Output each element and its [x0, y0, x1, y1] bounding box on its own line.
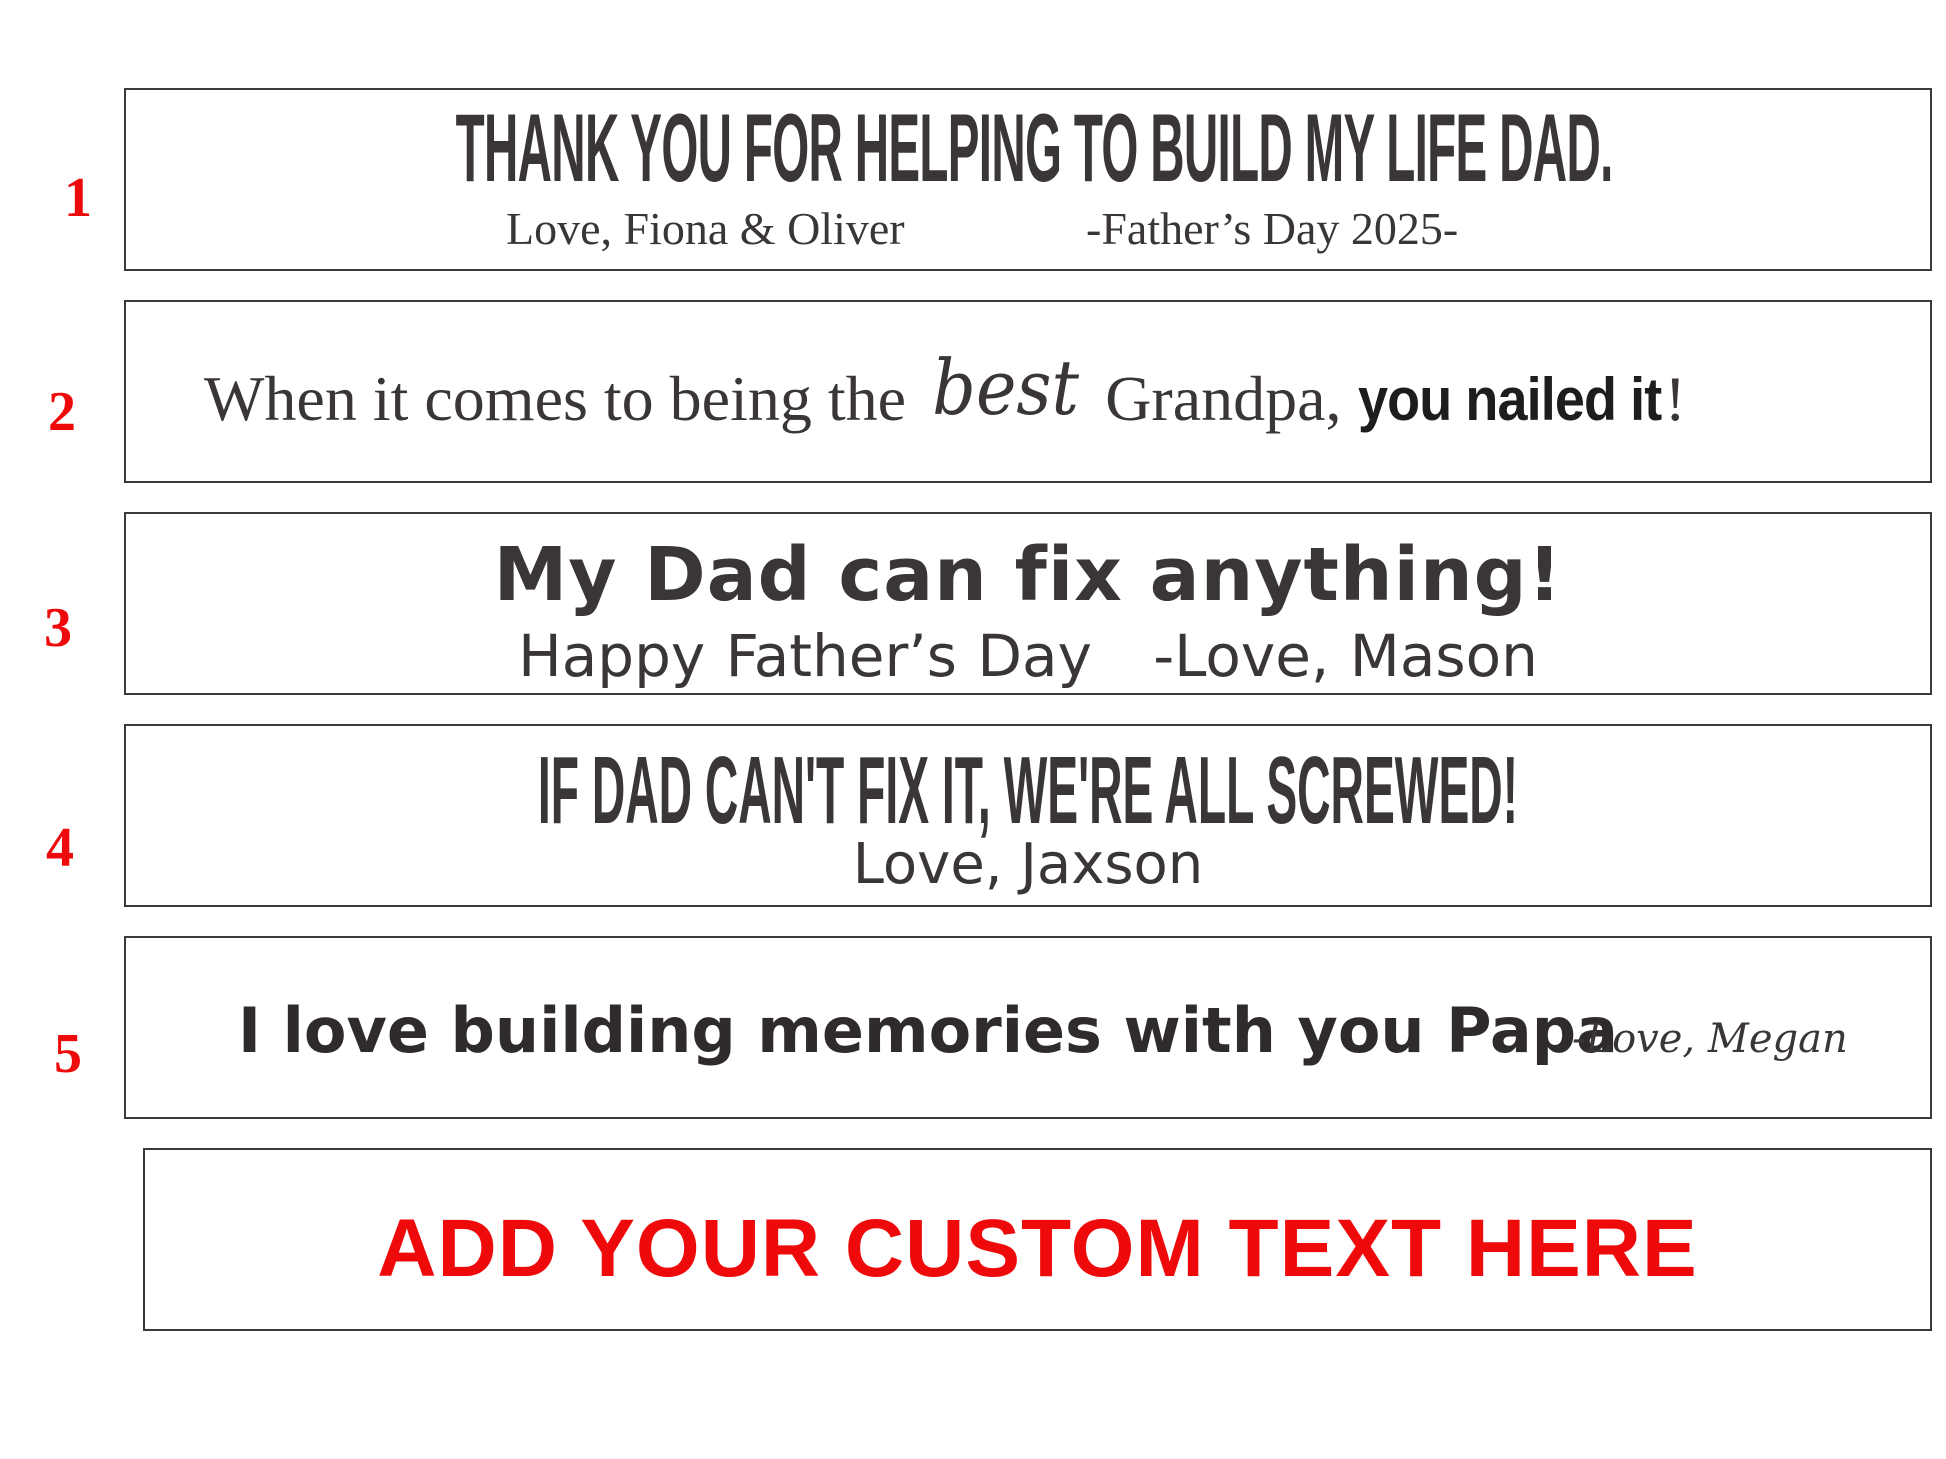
option-box-2[interactable]: [124, 300, 1932, 483]
option-2-text-script: best: [932, 343, 1080, 432]
custom-text-box[interactable]: [143, 1148, 1932, 1331]
option-box-1[interactable]: [124, 88, 1932, 271]
option-box-5[interactable]: [124, 936, 1932, 1119]
option-number-5: 5: [54, 1023, 82, 1085]
option-3-headline: My Dad can fix anything!: [493, 532, 1563, 618]
option-2-text-bold: you nailed it: [1357, 366, 1661, 433]
option-box-4[interactable]: [124, 724, 1932, 907]
option-number-1: 1: [64, 167, 92, 229]
option-box-3[interactable]: [124, 512, 1932, 695]
option-5-signature: -Love, Megan: [1572, 1016, 1848, 1062]
option-2-text-end: !: [1664, 363, 1686, 434]
option-1-headline: THANK YOU FOR HELPING TO BUILD MY LIFE DAD.: [455, 95, 1613, 203]
option-number-3: 3: [44, 597, 72, 659]
option-2-text-middle: Grandpa,: [1089, 363, 1358, 434]
option-2-text-start: When it comes to being the: [204, 363, 923, 434]
option-4-subline: Love, Jaxson: [852, 832, 1204, 897]
custom-text-label: ADD YOUR CUSTOM TEXT HERE: [377, 1203, 1698, 1294]
option-number-4: 4: [46, 817, 74, 879]
option-4-headline: IF DAD CAN'T FIX IT, WE'RE ALL SCREWED!: [537, 737, 1519, 844]
option-1-subline-left: Love, Fiona & Oliver: [506, 203, 905, 254]
option-2-text: [204, 343, 1686, 440]
option-5-headline: I love building memories with you Papa: [238, 994, 1618, 1067]
option-number-2: 2: [48, 381, 76, 443]
option-3-subline: Happy Father’s Day -Love, Mason: [518, 622, 1538, 690]
option-1-subline-right: -Father’s Day 2025-: [1086, 203, 1459, 254]
